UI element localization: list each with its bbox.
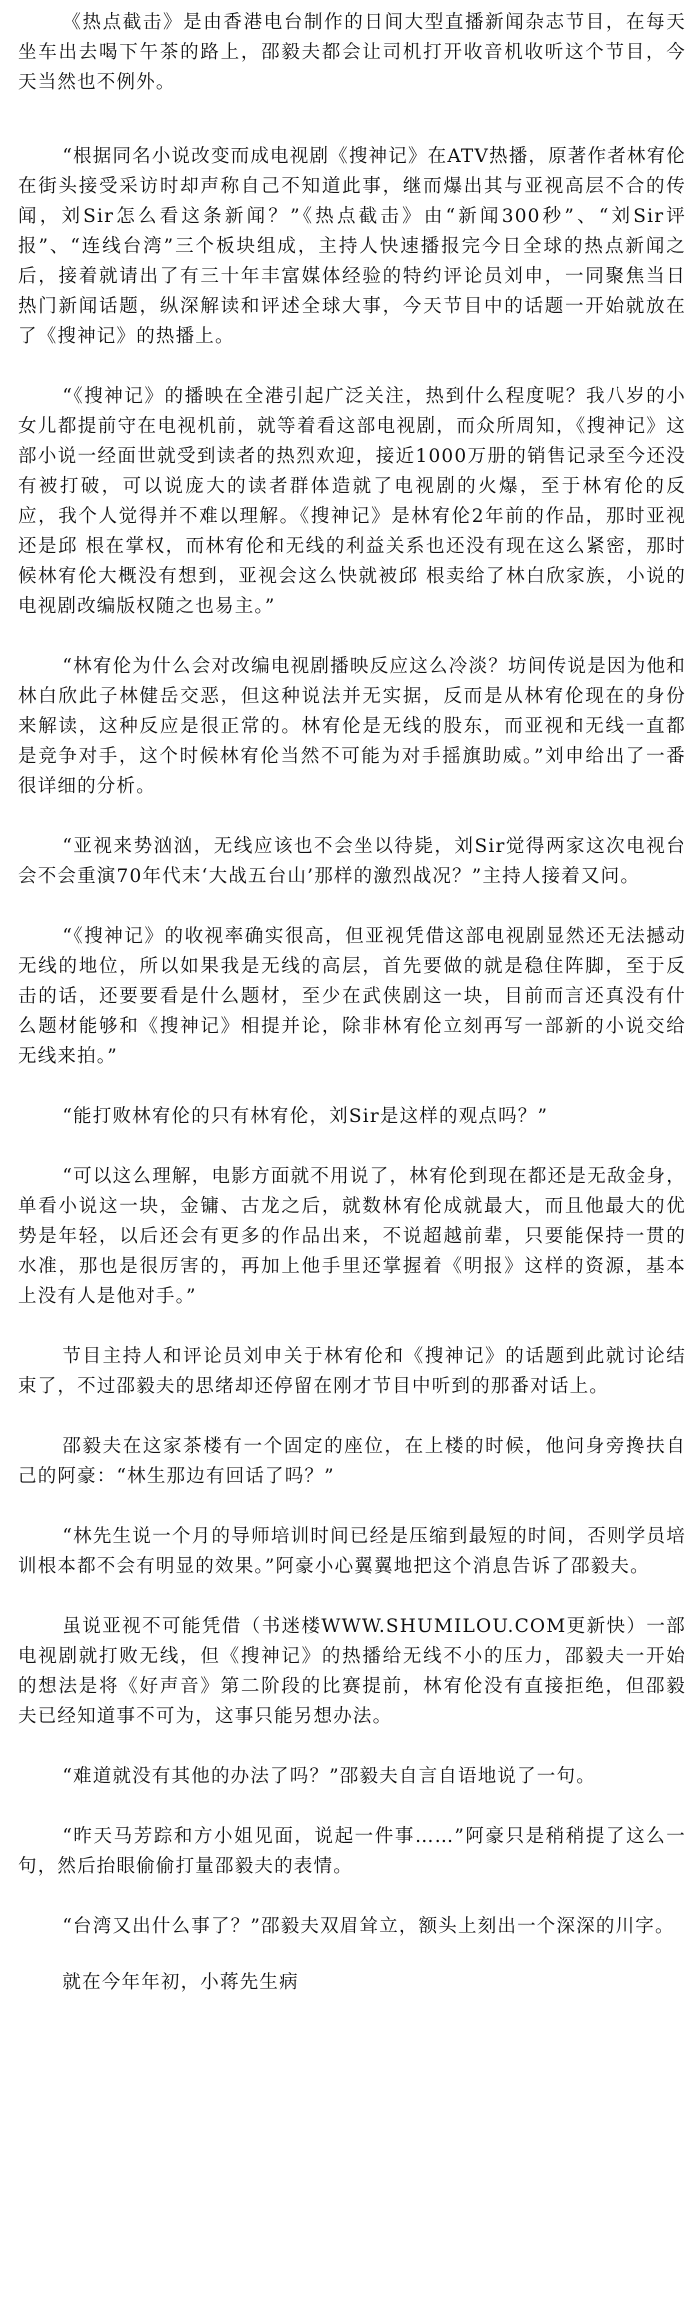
- paragraph-topic-ends: 节目主持人和评论员刘申关于林宥伦和《搜神记》的话题到此就讨论结束了，不过邵毅夫的思绪却还停留在刚才节目中听到的那番对话上。: [18, 1346, 686, 1397]
- paragraph-atv-question: “亚视来势汹汹，无线应该也不会坐以待毙，刘Sir觉得两家这次电视台会不会重演70年代末‘大战五台山’那样的激烈战况？”主持人接着又问。: [18, 836, 686, 887]
- paragraph-ahao-hint: “昨天马芳踪和方小姐见面，说起一件事……”阿豪只是稍稍提了这么一句，然后抬眼偷偷打量邵毅夫的表情。: [18, 1826, 686, 1877]
- paragraph-ratings: “《搜神记》的收视率确实很高，但亚视凭借这部电视剧显然还无法撼动无线的地位，所以如果我是无线的高层，首先要做的就是稳住阵脚，至于反击的话，还要要看是什么题材，至少在武侠剧这一块，目前而言还真没有什么题材能够和《搜神记》相提并论，除非林宥伦立刻再写一部新的小说交给无线来拍。”: [18, 926, 686, 1067]
- paragraph-teahouse: 邵毅夫在这家茶楼有一个固定的座位，在上楼的时候，他问身旁搀扶自己的阿豪：“林生那边有回话了吗？”: [18, 1436, 686, 1487]
- paragraph-training: “林先生说一个月的导师培训时间已经是压缩到最短的时间，否则学员培训根本都不会有明显的效果。”阿豪小心翼翼地把这个消息告诉了邵毅夫。: [18, 1526, 686, 1577]
- paragraph-taiwan: “台湾又出什么事了？”邵毅夫双眉耸立，额头上刻出一个深深的川字。: [62, 1916, 675, 1937]
- paragraph-lin-reaction: “林宥伦为什么会对改编电视剧播映反应这么冷淡？坊间传说是因为他和林白欣此子林健岳交恶，但这种说法并无实据，反而是从林宥伦现在的身份来解读，这种反应是很正常的。林宥伦是无线的股东，而亚视和无线一直都是竞争对手，这个时候林宥伦当然不可能为对手摇旗助威。”刘申给出了一番很详细的分析。: [18, 656, 686, 797]
- paragraph-liu-analysis: “《搜神记》的播映在全港引起广泛关注，热到什么程度呢？我八岁的小女儿都提前守在电视机前，就等着看这部电视剧，而众所周知，《搜神记》这部小说一经面世就受到读者的热烈欢迎，接近1000万册的销售记录至今还没有被打破，可以说庞大的读者群体造就了电视剧的火爆，至于林宥伦的反应，我个人觉得并不难以理解。《搜神记》是林宥伦2年前的作品，那时亚视还是邱 根在掌权，而林宥伦和无线的利益关系也还没有现在这么紧密，那时候林宥伦大概没有想到，亚视会这么快就被邱 根卖给了林白欣家族，小说的电视剧改编版权随之也易主。”: [18, 386, 686, 617]
- paragraph-invincible: “可以这么理解，电影方面就不用说了，林宥伦到现在都还是无敌金身，单看小说这一块，金镛、古龙之后，就数林宥伦成就最大，而且他最大的优势是年轻，以后还会有更多的作品出来，不说超越前辈，只要能保持一贯的水准，那也是很厉害的，再加上他手里还掌握着《明报》这样的资源，基本上没有人是他对手。”: [18, 1166, 686, 1307]
- paragraph-final: 就在今年年初，小蒋先生病: [62, 1972, 299, 1993]
- paragraph-only-lin: “能打败林宥伦的只有林宥伦，刘Sir是这样的观点吗？”: [62, 1106, 549, 1127]
- paragraph-intro: 《热点截击》是由香港电台制作的日间大型直播新闻杂志节目，在每天坐车出去喝下午茶的路上，邵毅夫都会让司机打开收音机收听这个节目，今天当然也不例外。: [18, 12, 686, 93]
- paragraph-pressure: 虽说亚视不可能凭借（书迷楼WWW.SHUMILOU.COM更新快）一部电视剧就打败无线，但《搜神记》的热播给无线不小的压力，邵毅夫一开始的想法是将《好声音》第二阶段的比赛提前，林宥伦没有直接拒绝，但邵毅夫已经知道事不可为，这事只能另想办法。: [18, 1616, 686, 1727]
- paragraph-host-question: “根据同名小说改变而成电视剧《搜神记》在ATV热播，原著作者林宥伦在街头接受采访时却声称自己不知道此事，继而爆出其与亚视高层不合的传闻，刘Sir怎么看这条新闻？”《热点截击》由“新闻300秒”、“刘Sir评报”、“连线台湾”三个板块组成，主持人快速播报完今日全球的热点新闻之后，接着就请出了有三十年丰富媒体经验的特约评论员刘申，一同聚焦当日热门新闻话题，纵深解读和评述全球大事，今天节目中的话题一开始就放在了《搜神记》的热播上。: [18, 146, 686, 347]
- paragraph-self-talk: “难道就没有其他的办法了吗？”邵毅夫自言自语地说了一句。: [62, 1766, 596, 1787]
